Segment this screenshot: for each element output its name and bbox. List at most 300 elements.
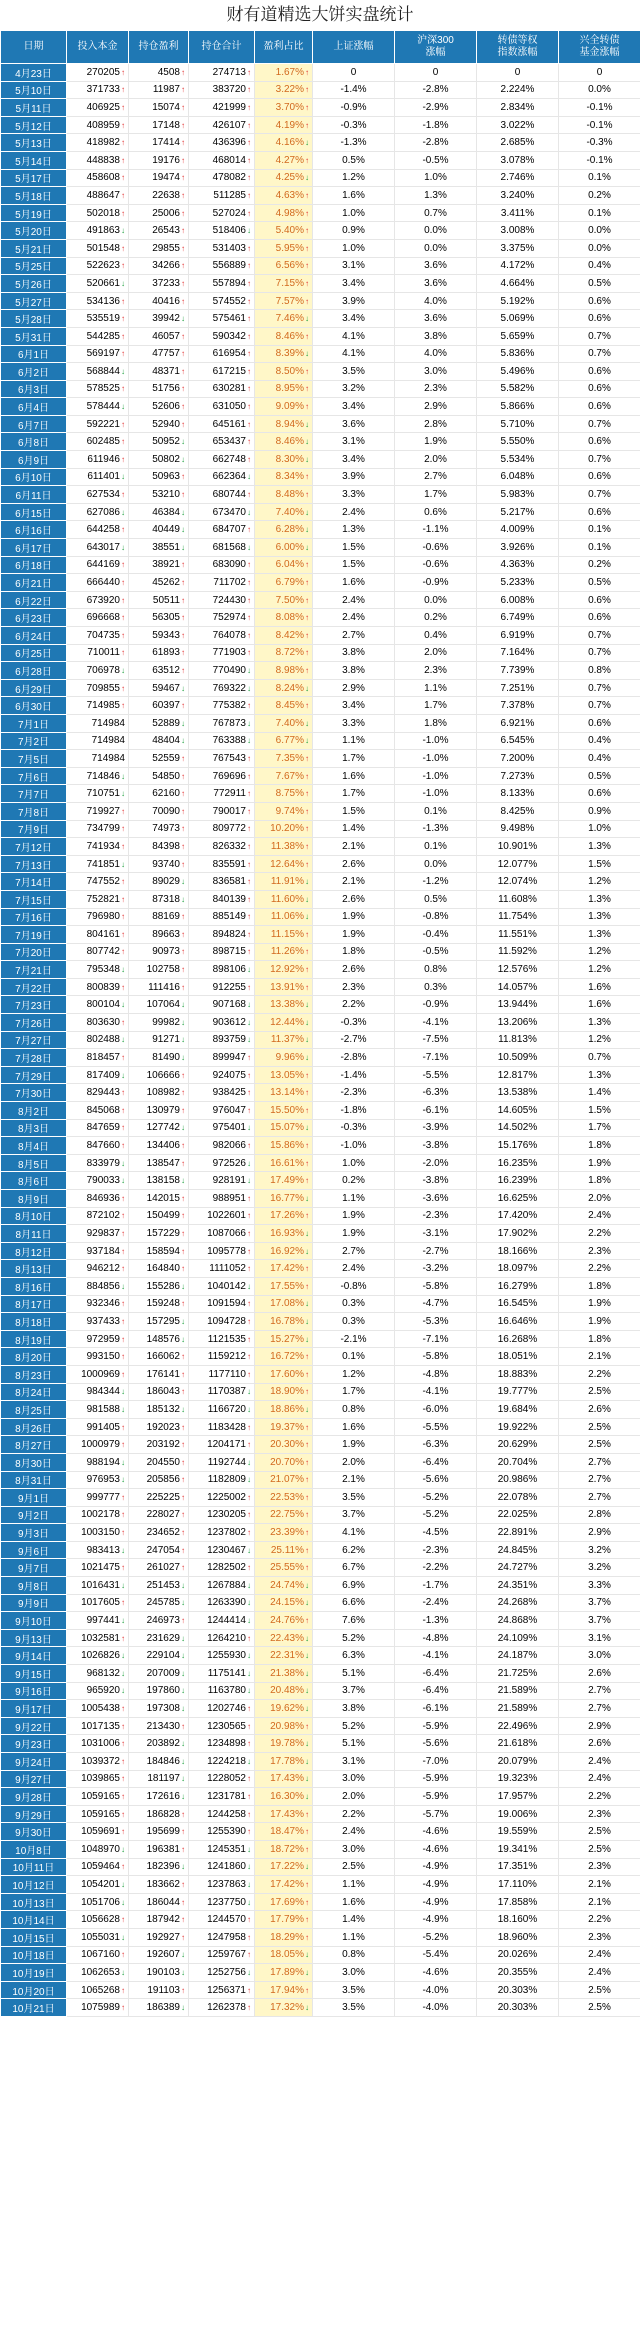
csi300-change-cell: 0: [395, 64, 477, 82]
principal-cell: 796980↑: [67, 908, 129, 926]
cb-index-change-cell: 16.268%: [477, 1330, 559, 1348]
arrow-down-icon: ↓: [305, 718, 309, 728]
cb-index-change-cell: 22.025%: [477, 1506, 559, 1524]
total-cell: 763388↓: [189, 732, 255, 750]
fund-change-cell: 0.7%: [559, 451, 640, 469]
date-cell: 6月3日: [1, 380, 67, 398]
arrow-up-icon: ↑: [247, 1246, 251, 1256]
date-cell: 9月23日: [1, 1735, 67, 1753]
arrow-up-icon: ↑: [121, 419, 125, 429]
arrow-up-icon: ↑: [121, 454, 125, 464]
arrow-up-icon: ↑: [121, 1985, 125, 1995]
fund-change-cell: 3.2%: [559, 1541, 640, 1559]
arrow-down-icon: ↓: [121, 1651, 125, 1661]
sse-change-cell: 3.0%: [313, 1770, 395, 1788]
arrow-down-icon: ↓: [181, 1123, 185, 1133]
fund-change-cell: 2.1%: [559, 1348, 640, 1366]
sse-change-cell: 1.7%: [313, 750, 395, 768]
sse-change-cell: 0.5%: [313, 151, 395, 169]
date-cell: 7月30日: [1, 1084, 67, 1102]
arrow-up-icon: ↑: [121, 85, 125, 95]
arrow-up-icon: ↑: [181, 226, 185, 236]
principal-cell: 1059165↑: [67, 1788, 129, 1806]
table-row: [1, 1277, 640, 1295]
sse-change-cell: 0.2%: [313, 1172, 395, 1190]
table-row: [1, 1964, 640, 1982]
total-cell: 617215↑: [189, 363, 255, 381]
arrow-up-icon: ↑: [121, 1791, 125, 1801]
arrow-up-icon: ↑: [247, 1369, 251, 1379]
cb-index-change-cell: 2.224%: [477, 81, 559, 99]
arrow-up-icon: ↑: [247, 190, 251, 200]
profit-ratio-cell: 13.14%↑: [255, 1084, 313, 1102]
header-total: 持仓合计: [189, 31, 255, 64]
arrow-up-icon: ↑: [181, 595, 185, 605]
arrow-up-icon: ↑: [305, 190, 309, 200]
arrow-up-icon: ↑: [305, 102, 309, 112]
arrow-up-icon: ↑: [121, 929, 125, 939]
csi300-change-cell: -2.0%: [395, 1154, 477, 1172]
arrow-up-icon: ↑: [305, 1352, 309, 1362]
csi300-change-cell: 2.0%: [395, 451, 477, 469]
header-profit: 持仓盈利: [129, 31, 189, 64]
arrow-up-icon: ↑: [181, 1492, 185, 1502]
fund-change-cell: 1.2%: [559, 943, 640, 961]
cb-index-change-cell: 19.777%: [477, 1383, 559, 1401]
arrow-up-icon: ↑: [247, 1088, 251, 1098]
csi300-change-cell: 3.6%: [395, 257, 477, 275]
arrow-up-icon: ↑: [247, 1633, 251, 1643]
csi300-change-cell: -6.4%: [395, 1453, 477, 1471]
sse-change-cell: 1.1%: [313, 1876, 395, 1894]
fund-change-cell: 2.4%: [559, 1753, 640, 1771]
sse-change-cell: 0.1%: [313, 1348, 395, 1366]
cb-index-change-cell: 22.078%: [477, 1489, 559, 1507]
arrow-up-icon: ↑: [121, 1299, 125, 1309]
csi300-change-cell: -5.3%: [395, 1313, 477, 1331]
csi300-change-cell: -4.1%: [395, 1014, 477, 1032]
arrow-down-icon: ↓: [305, 507, 309, 517]
arrow-up-icon: ↑: [181, 102, 185, 112]
total-cell: 1244570↑: [189, 1911, 255, 1929]
profit-ratio-cell: 15.07%↓: [255, 1119, 313, 1137]
arrow-down-icon: ↓: [121, 1158, 125, 1168]
fund-change-cell: 0.1%: [559, 204, 640, 222]
cb-index-change-cell: 11.813%: [477, 1031, 559, 1049]
principal-cell: 534136↑: [67, 292, 129, 310]
profit-cell: 192607↓: [129, 1946, 189, 1964]
sse-change-cell: 1.6%: [313, 187, 395, 205]
cb-index-change-cell: 18.960%: [477, 1928, 559, 1946]
arrow-up-icon: ↑: [305, 1088, 309, 1098]
arrow-down-icon: ↓: [305, 1246, 309, 1256]
profit-cell: 138158↓: [129, 1172, 189, 1190]
arrow-down-icon: ↓: [305, 1739, 309, 1749]
profit-ratio-cell: 6.77%↓: [255, 732, 313, 750]
fund-change-cell: 0.7%: [559, 679, 640, 697]
profit-cell: 247054↑: [129, 1541, 189, 1559]
table-row: [1, 116, 640, 134]
table-row: [1, 1242, 640, 1260]
fund-change-cell: 2.5%: [559, 1981, 640, 1999]
profit-cell: 157229↑: [129, 1225, 189, 1243]
cb-index-change-cell: 12.077%: [477, 855, 559, 873]
profit-cell: 130979↑: [129, 1102, 189, 1120]
arrow-up-icon: ↑: [305, 1528, 309, 1538]
csi300-change-cell: -3.8%: [395, 1172, 477, 1190]
table-row: [1, 767, 640, 785]
csi300-change-cell: 1.8%: [395, 714, 477, 732]
arrow-down-icon: ↓: [121, 771, 125, 781]
arrow-up-icon: ↑: [305, 1492, 309, 1502]
arrow-up-icon: ↑: [247, 613, 251, 623]
sse-change-cell: 6.3%: [313, 1647, 395, 1665]
arrow-down-icon: ↓: [181, 877, 185, 887]
profit-ratio-cell: 9.96%↓: [255, 1049, 313, 1067]
fund-change-cell: 0.6%: [559, 591, 640, 609]
sse-change-cell: 2.4%: [313, 591, 395, 609]
arrow-down-icon: ↓: [247, 1457, 251, 1467]
arrow-up-icon: ↑: [121, 1721, 125, 1731]
arrow-up-icon: ↑: [247, 929, 251, 939]
profit-ratio-cell: 8.48%↑: [255, 486, 313, 504]
profit-cell: 93740↑: [129, 855, 189, 873]
principal-cell: 1017135↑: [67, 1717, 129, 1735]
table-row: [1, 943, 640, 961]
principal-cell: 488647↑: [67, 187, 129, 205]
arrow-down-icon: ↓: [247, 1035, 251, 1045]
profit-ratio-cell: 20.30%↑: [255, 1436, 313, 1454]
arrow-up-icon: ↑: [181, 578, 185, 588]
total-cell: 478082↑: [189, 169, 255, 187]
sse-change-cell: 1.0%: [313, 204, 395, 222]
cb-index-change-cell: 20.986%: [477, 1471, 559, 1489]
profit-ratio-cell: 8.98%↑: [255, 662, 313, 680]
arrow-up-icon: ↑: [181, 1369, 185, 1379]
arrow-down-icon: ↓: [181, 1598, 185, 1608]
profit-cell: 52606↑: [129, 398, 189, 416]
arrow-down-icon: ↓: [181, 1316, 185, 1326]
profit-cell: 182396↓: [129, 1858, 189, 1876]
arrow-down-icon: ↓: [121, 1545, 125, 1555]
fund-change-cell: 1.2%: [559, 1031, 640, 1049]
arrow-down-icon: ↓: [247, 1897, 251, 1907]
arrow-up-icon: ↑: [305, 789, 309, 799]
arrow-up-icon: ↑: [305, 384, 309, 394]
arrow-down-icon: ↓: [247, 1158, 251, 1168]
sse-change-cell: -1.4%: [313, 1066, 395, 1084]
sse-change-cell: -1.3%: [313, 134, 395, 152]
date-cell: 5月25日: [1, 257, 67, 275]
arrow-up-icon: ↑: [305, 578, 309, 588]
table-row: [1, 1506, 640, 1524]
csi300-change-cell: -0.5%: [395, 943, 477, 961]
principal-cell: 627534↑: [67, 486, 129, 504]
profit-ratio-cell: 6.00%↓: [255, 539, 313, 557]
cb-index-change-cell: 11.608%: [477, 890, 559, 908]
fund-change-cell: 2.5%: [559, 1999, 640, 2017]
total-cell: 1262378↑: [189, 1999, 255, 2017]
total-cell: 835591↑: [189, 855, 255, 873]
table-row: [1, 275, 640, 293]
arrow-down-icon: ↓: [181, 1967, 185, 1977]
arrow-down-icon: ↓: [305, 1053, 309, 1063]
arrow-up-icon: ↑: [121, 1774, 125, 1784]
profit-cell: 38551↓: [129, 539, 189, 557]
profit-ratio-cell: 4.27%↑: [255, 151, 313, 169]
profit-ratio-cell: 17.79%↑: [255, 1911, 313, 1929]
total-cell: 1177110↑: [189, 1365, 255, 1383]
sse-change-cell: 3.4%: [313, 451, 395, 469]
table-row: [1, 380, 640, 398]
arrow-up-icon: ↑: [247, 208, 251, 218]
table-row: [1, 1876, 640, 1894]
arrow-up-icon: ↑: [181, 1844, 185, 1854]
profit-cell: 186043↑: [129, 1383, 189, 1401]
total-cell: 893759↓: [189, 1031, 255, 1049]
fund-change-cell: 2.9%: [559, 1717, 640, 1735]
sse-change-cell: 2.4%: [313, 1260, 395, 1278]
arrow-up-icon: ↑: [247, 982, 251, 992]
date-cell: 9月3日: [1, 1524, 67, 1542]
principal-cell: 1017605↑: [67, 1594, 129, 1612]
table-row: [1, 99, 640, 117]
date-cell: 5月14日: [1, 151, 67, 169]
arrow-up-icon: ↑: [121, 1563, 125, 1573]
arrow-up-icon: ↑: [247, 278, 251, 288]
total-cell: 928191↓: [189, 1172, 255, 1190]
csi300-change-cell: -1.3%: [395, 820, 477, 838]
profit-cell: 40416↑: [129, 292, 189, 310]
profit-ratio-cell: 20.48%↓: [255, 1682, 313, 1700]
arrow-up-icon: ↑: [121, 384, 125, 394]
arrow-down-icon: ↓: [305, 437, 309, 447]
arrow-up-icon: ↑: [305, 841, 309, 851]
arrow-up-icon: ↑: [247, 2003, 251, 2013]
csi300-change-cell: 4.0%: [395, 345, 477, 363]
sse-change-cell: 3.5%: [313, 1981, 395, 1999]
arrow-up-icon: ↑: [121, 947, 125, 957]
arrow-up-icon: ↑: [305, 665, 309, 675]
fund-change-cell: 0.7%: [559, 345, 640, 363]
cb-index-change-cell: 6.048%: [477, 468, 559, 486]
arrow-up-icon: ↑: [305, 806, 309, 816]
arrow-up-icon: ↑: [181, 1809, 185, 1819]
table-row: [1, 732, 640, 750]
profit-cell: 52889↓: [129, 714, 189, 732]
principal-cell: 1075989↑: [67, 1999, 129, 2017]
arrow-up-icon: ↑: [247, 1809, 251, 1819]
header-csi300-change: 沪深300 涨幅: [395, 31, 477, 64]
sse-change-cell: 3.0%: [313, 1840, 395, 1858]
arrow-down-icon: ↓: [305, 736, 309, 746]
principal-cell: 972959↑: [67, 1330, 129, 1348]
csi300-change-cell: -5.8%: [395, 1277, 477, 1295]
arrow-up-icon: ↑: [181, 1352, 185, 1362]
arrow-up-icon: ↑: [181, 349, 185, 359]
sse-change-cell: 2.6%: [313, 855, 395, 873]
arrow-up-icon: ↑: [247, 454, 251, 464]
arrow-up-icon: ↑: [305, 472, 309, 482]
profit-cell: 107064↓: [129, 996, 189, 1014]
arrow-down-icon: ↓: [121, 1616, 125, 1626]
date-cell: 7月7日: [1, 785, 67, 803]
fund-change-cell: 0.4%: [559, 750, 640, 768]
cb-index-change-cell: 3.008%: [477, 222, 559, 240]
principal-cell: 714984: [67, 750, 129, 768]
fund-change-cell: 2.2%: [559, 1365, 640, 1383]
sse-change-cell: 1.2%: [313, 1365, 395, 1383]
date-cell: 8月17日: [1, 1295, 67, 1313]
principal-cell: 790033↓: [67, 1172, 129, 1190]
sse-change-cell: -1.4%: [313, 81, 395, 99]
arrow-up-icon: ↑: [305, 208, 309, 218]
arrow-up-icon: ↑: [181, 1158, 185, 1168]
principal-cell: 829443↑: [67, 1084, 129, 1102]
date-cell: 7月15日: [1, 890, 67, 908]
arrow-down-icon: ↓: [121, 789, 125, 799]
sse-change-cell: 1.6%: [313, 1893, 395, 1911]
arrow-down-icon: ↓: [305, 1228, 309, 1238]
sse-change-cell: 3.5%: [313, 1999, 395, 2017]
principal-cell: 522623↑: [67, 257, 129, 275]
date-cell: 7月9日: [1, 820, 67, 838]
fund-change-cell: 1.8%: [559, 1172, 640, 1190]
principal-cell: 418982↑: [67, 134, 129, 152]
profit-cell: 4508↑: [129, 64, 189, 82]
cb-index-change-cell: 15.176%: [477, 1137, 559, 1155]
fund-change-cell: 0.2%: [559, 187, 640, 205]
arrow-up-icon: ↑: [305, 1281, 309, 1291]
arrow-down-icon: ↓: [247, 1616, 251, 1626]
fund-change-cell: 0.5%: [559, 275, 640, 293]
csi300-change-cell: 0.0%: [395, 222, 477, 240]
fund-change-cell: 0.6%: [559, 363, 640, 381]
table-row: [1, 151, 640, 169]
cb-index-change-cell: 3.926%: [477, 539, 559, 557]
arrow-up-icon: ↑: [121, 1598, 125, 1608]
arrow-up-icon: ↑: [305, 85, 309, 95]
arrow-up-icon: ↑: [181, 419, 185, 429]
arrow-up-icon: ↑: [247, 1228, 251, 1238]
profit-cell: 63512↑: [129, 662, 189, 680]
arrow-down-icon: ↓: [121, 472, 125, 482]
arrow-down-icon: ↓: [247, 1545, 251, 1555]
cb-index-change-cell: 19.684%: [477, 1401, 559, 1419]
csi300-change-cell: -2.9%: [395, 99, 477, 117]
arrow-up-icon: ↑: [181, 1457, 185, 1467]
profit-ratio-cell: 9.74%↑: [255, 802, 313, 820]
profit-ratio-cell: 11.91%↓: [255, 873, 313, 891]
arrow-down-icon: ↓: [121, 1686, 125, 1696]
arrow-up-icon: ↑: [121, 1017, 125, 1027]
csi300-change-cell: -4.8%: [395, 1365, 477, 1383]
cb-index-change-cell: 11.592%: [477, 943, 559, 961]
table-row: [1, 556, 640, 574]
profit-cell: 251453↓: [129, 1577, 189, 1595]
arrow-down-icon: ↓: [121, 542, 125, 552]
csi300-change-cell: -7.5%: [395, 1031, 477, 1049]
table-row: [1, 1682, 640, 1700]
csi300-change-cell: -0.4%: [395, 926, 477, 944]
arrow-up-icon: ↑: [181, 1932, 185, 1942]
fund-change-cell: 1.8%: [559, 1330, 640, 1348]
principal-cell: 710751↓: [67, 785, 129, 803]
arrow-up-icon: ↑: [181, 402, 185, 412]
header-profit-ratio: 盈利占比: [255, 31, 313, 64]
profit-cell: 59343↑: [129, 627, 189, 645]
cb-index-change-cell: 14.502%: [477, 1119, 559, 1137]
date-cell: 4月23日: [1, 64, 67, 82]
arrow-up-icon: ↑: [121, 1528, 125, 1538]
principal-cell: 1051706↓: [67, 1893, 129, 1911]
table-row: [1, 1190, 640, 1208]
total-cell: 907168↓: [189, 996, 255, 1014]
table-row: [1, 310, 640, 328]
page-title: 财有道精选大饼实盘统计: [226, 5, 414, 24]
profit-cell: 56305↑: [129, 609, 189, 627]
csi300-change-cell: -0.6%: [395, 539, 477, 557]
total-cell: 1224218↓: [189, 1753, 255, 1771]
arrow-down-icon: ↓: [121, 1668, 125, 1678]
arrow-down-icon: ↓: [305, 2003, 309, 2013]
arrow-up-icon: ↑: [121, 630, 125, 640]
arrow-down-icon: ↓: [247, 1651, 251, 1661]
profit-ratio-cell: 17.55%↑: [255, 1277, 313, 1295]
sse-change-cell: 3.8%: [313, 644, 395, 662]
csi300-change-cell: 3.8%: [395, 327, 477, 345]
total-cell: 673470↓: [189, 503, 255, 521]
total-cell: 912255↑: [189, 978, 255, 996]
principal-cell: 817409↓: [67, 1066, 129, 1084]
arrow-up-icon: ↑: [181, 1211, 185, 1221]
table-row: [1, 1489, 640, 1507]
profit-ratio-cell: 6.79%↑: [255, 574, 313, 592]
table-row: [1, 1999, 640, 2017]
fund-change-cell: 2.5%: [559, 1436, 640, 1454]
csi300-change-cell: -5.6%: [395, 1471, 477, 1489]
arrow-up-icon: ↑: [121, 1088, 125, 1098]
principal-cell: 800839↑: [67, 978, 129, 996]
arrow-up-icon: ↑: [121, 1334, 125, 1344]
table-row: [1, 239, 640, 257]
arrow-down-icon: ↓: [181, 1668, 185, 1678]
profit-ratio-cell: 19.78%↓: [255, 1735, 313, 1753]
csi300-change-cell: 2.0%: [395, 644, 477, 662]
csi300-change-cell: -2.4%: [395, 1594, 477, 1612]
profit-cell: 108982↑: [129, 1084, 189, 1102]
fund-change-cell: 0.2%: [559, 556, 640, 574]
arrow-up-icon: ↑: [247, 1704, 251, 1714]
date-cell: 5月20日: [1, 222, 67, 240]
arrow-up-icon: ↑: [305, 366, 309, 376]
arrow-down-icon: ↓: [121, 1070, 125, 1080]
cb-index-change-cell: 7.164%: [477, 644, 559, 662]
arrow-down-icon: ↓: [305, 1017, 309, 1027]
profit-ratio-cell: 8.95%↑: [255, 380, 313, 398]
table-row: [1, 433, 640, 451]
principal-cell: 644258↑: [67, 521, 129, 539]
arrow-up-icon: ↑: [121, 1510, 125, 1520]
csi300-change-cell: -4.7%: [395, 1295, 477, 1313]
arrow-up-icon: ↑: [181, 613, 185, 623]
total-cell: 1202746↑: [189, 1700, 255, 1718]
arrow-up-icon: ↑: [121, 701, 125, 711]
principal-cell: 1016431↓: [67, 1577, 129, 1595]
arrow-up-icon: ↑: [305, 929, 309, 939]
date-cell: 7月28日: [1, 1049, 67, 1067]
principal-cell: 569197↑: [67, 345, 129, 363]
